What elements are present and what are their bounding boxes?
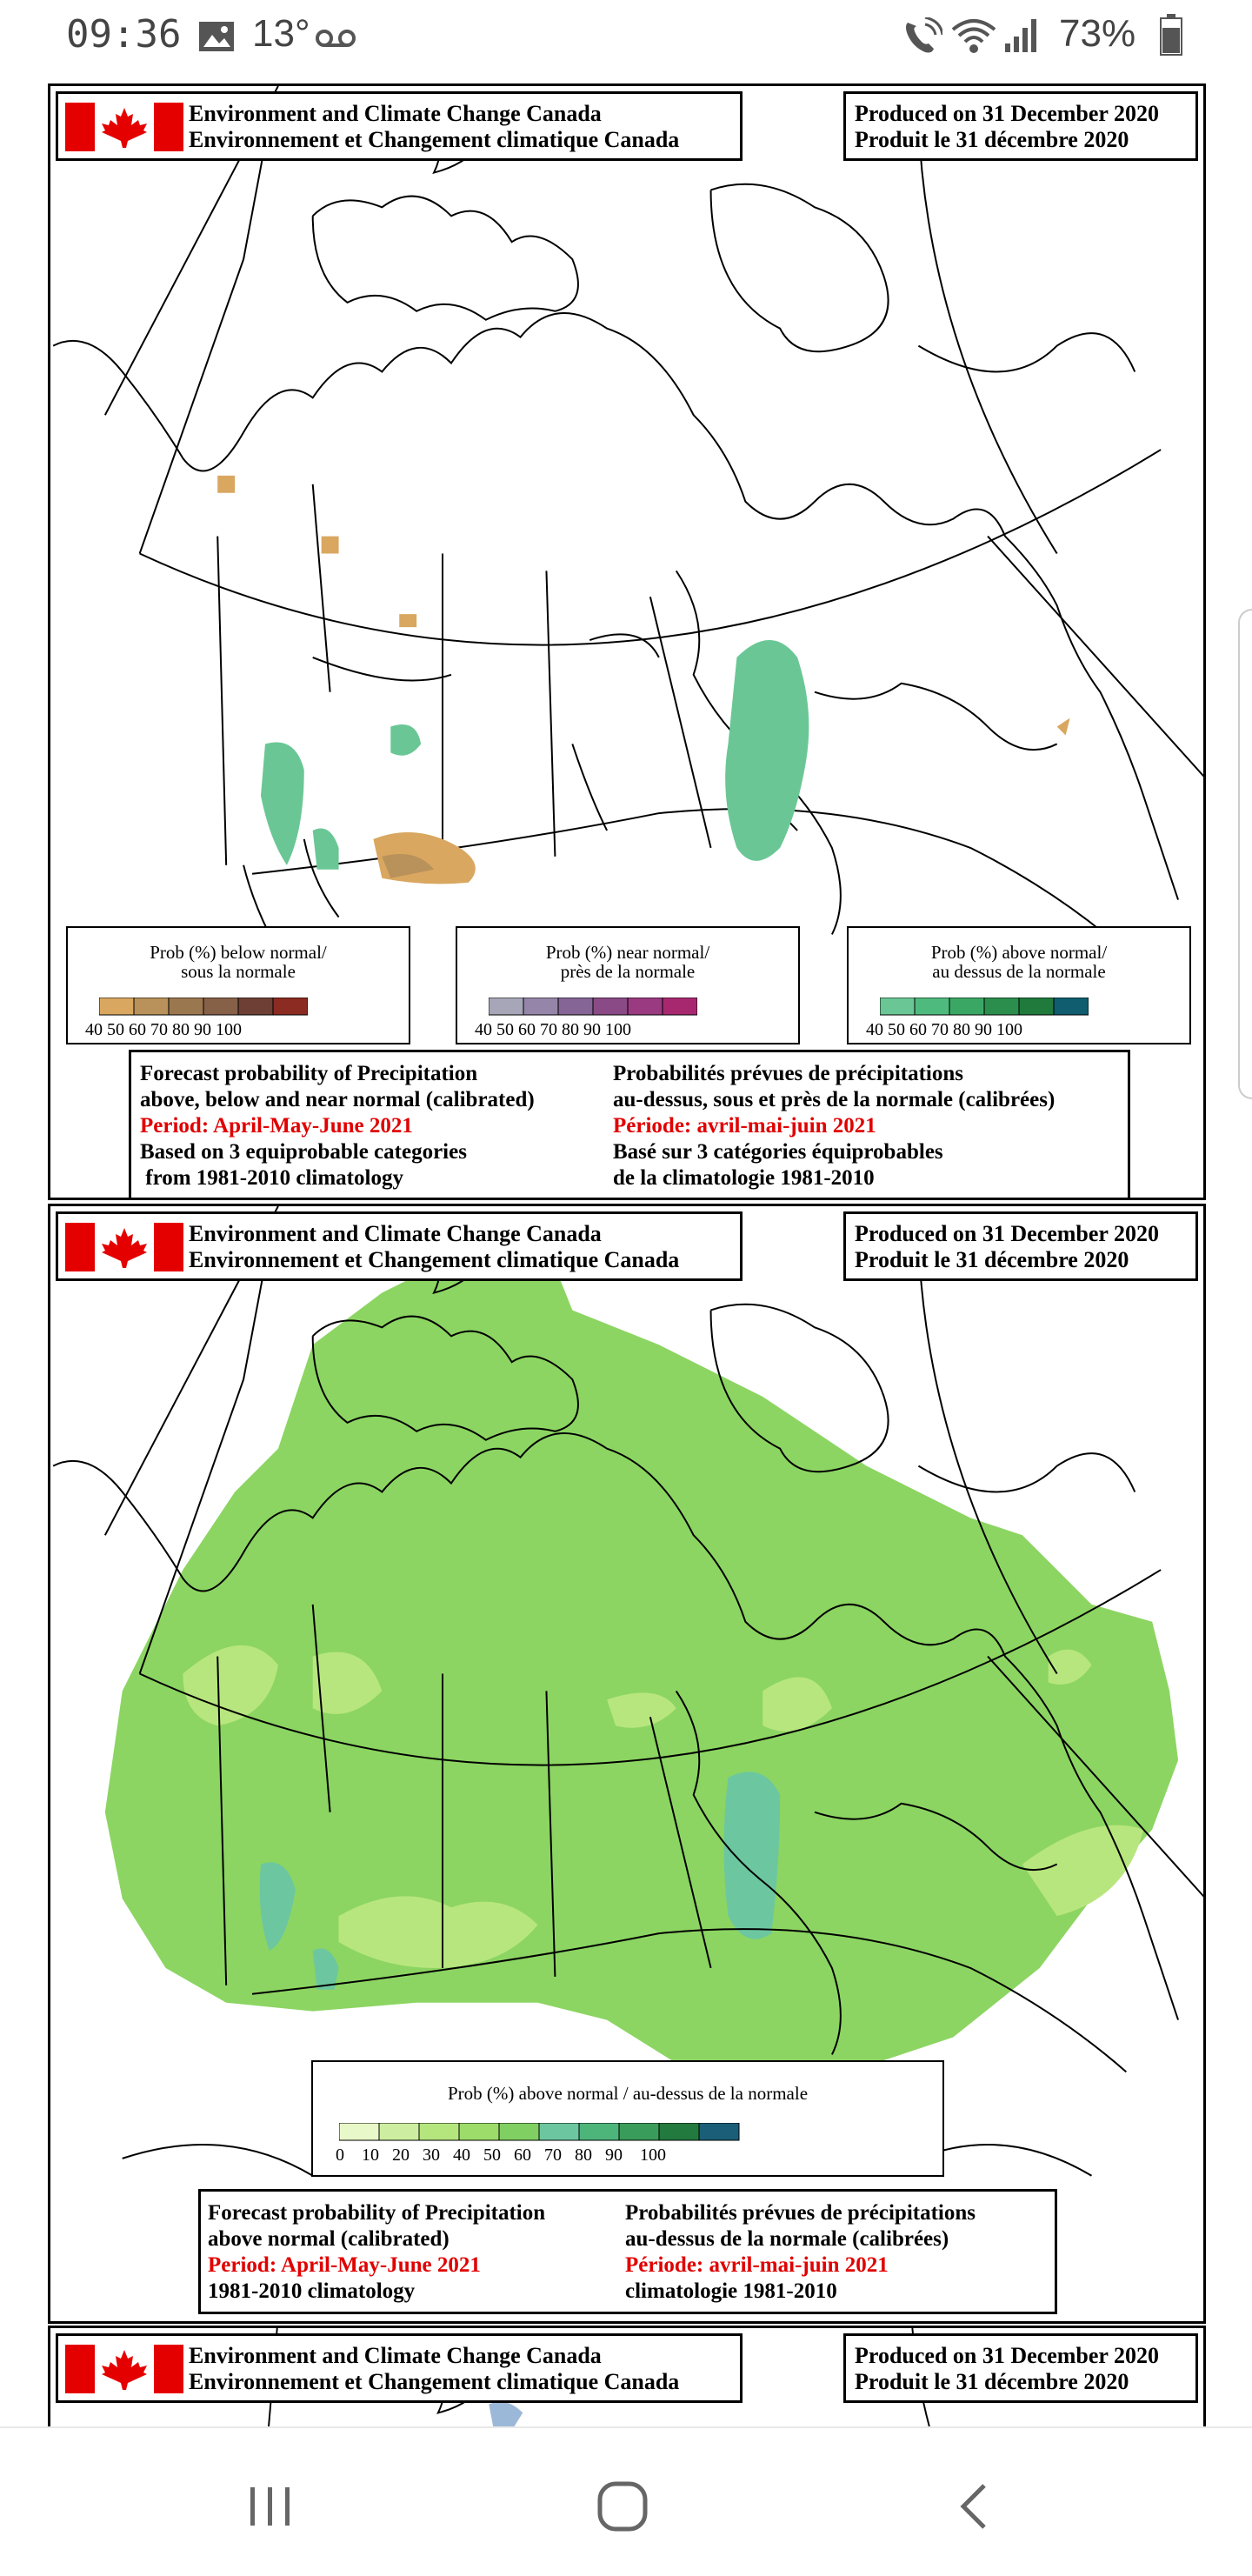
produced-date-box-3	[843, 2333, 1198, 2403]
legend-swatch	[915, 998, 949, 1015]
canada-flag-icon	[65, 103, 183, 151]
info2-en-period: Period: April-May-June 2021	[208, 2253, 481, 2277]
legend-swatch	[539, 2123, 579, 2140]
forecast-info-box-2	[198, 2189, 1057, 2314]
legend-swatch	[203, 998, 238, 1015]
edge-panel-handle[interactable]	[1238, 609, 1252, 1099]
battery-percent: 73%	[1059, 12, 1136, 55]
legend-swatch	[628, 998, 663, 1015]
status-temperature: 13°	[252, 12, 310, 55]
legend-near-ticks: 40 50 60 70 80 90 100	[475, 1020, 631, 1039]
legend-swatch	[523, 998, 558, 1015]
battery-icon	[1160, 14, 1182, 56]
legend-near-colorbar	[489, 998, 697, 1017]
info2-fr-period: Période: avril-mai-juin 2021	[625, 2253, 889, 2277]
legend-continuous-colorbar	[339, 2123, 748, 2142]
agency-name-en: Environment and Climate Change Canada	[189, 1221, 602, 1246]
status-bar	[0, 0, 1252, 75]
legend-swatch	[659, 2123, 699, 2140]
produced-date-fr: Produit le 31 décembre 2020	[855, 1247, 1129, 1272]
info2-en-line-1: Forecast probability of Precipitation	[208, 2201, 546, 2225]
agency-name-fr: Environnement et Changement climatique Canada	[189, 1247, 680, 1272]
produced-date-fr: Produit le 31 décembre 2020	[855, 2369, 1129, 2394]
produced-date-box-2	[843, 1211, 1198, 1281]
info-fr-line-5: de la climatologie 1981-2010	[613, 1166, 875, 1190]
legend-swatch	[379, 2123, 419, 2140]
legend-swatch	[499, 2123, 539, 2140]
info-en-line-2: above, below and near normal (calibrated)	[140, 1088, 535, 1111]
info2-en-line-2: above normal (calibrated)	[208, 2227, 450, 2251]
agency-header-3	[56, 2333, 743, 2403]
produced-date-box	[843, 91, 1198, 161]
map-panel-next	[48, 2326, 1206, 2426]
agency-name-fr: Environnement et Changement climatique Canada	[189, 2369, 680, 2394]
voicemail-icon	[315, 28, 356, 49]
legend-swatch	[579, 2123, 619, 2140]
legend-above-colorbar	[880, 998, 1089, 1017]
legend-swatch	[619, 2123, 659, 2140]
legend-swatch	[699, 2123, 739, 2140]
legend-below-normal	[66, 926, 410, 1044]
navigation-bar	[0, 2426, 1252, 2576]
info-fr-line-1: Probabilités prévues de précipitations	[613, 1062, 964, 1085]
legend-below-ticks: 40 50 60 70 80 90 100	[85, 1020, 242, 1039]
info-en-line-4: Based on 3 equiprobable categories	[140, 1140, 467, 1164]
legend-swatch	[273, 998, 308, 1015]
legend-above-ticks: 40 50 60 70 80 90 100	[866, 1020, 1022, 1039]
legend-near-subtitle: près de la normale	[560, 961, 696, 982]
legend-continuous-title: Prob (%) above normal / au-dessus de la normale	[447, 2083, 809, 2104]
legend-below-colorbar	[99, 998, 308, 1017]
legend-near-normal	[456, 926, 800, 1044]
canada-flag-icon	[65, 1223, 183, 1271]
legend-above-normal-continuous	[311, 2060, 944, 2177]
legend-swatch	[489, 998, 523, 1015]
produced-date-fr: Produit le 31 décembre 2020	[855, 127, 1129, 152]
legend-swatch	[663, 998, 697, 1015]
legend-swatch	[134, 998, 169, 1015]
legend-below-title: Prob (%) below normal/	[150, 942, 327, 963]
map-panel-above-normal	[48, 1204, 1206, 2324]
recent-apps-icon[interactable]	[236, 2480, 306, 2533]
legend-swatch	[1054, 998, 1089, 1015]
legend-near-title: Prob (%) near normal/	[545, 942, 710, 963]
legend-swatch	[169, 998, 203, 1015]
info-fr-period: Période: avril-mai-juin 2021	[613, 1114, 876, 1138]
agency-name-fr: Environnement et Changement climatique Canada	[189, 127, 680, 152]
info2-fr-line-1: Probabilités prévues de précipitations	[625, 2201, 976, 2225]
wifi-icon	[951, 17, 996, 56]
legend-swatch	[984, 998, 1019, 1015]
agency-header-2	[56, 1211, 743, 1281]
legend-swatch	[949, 998, 984, 1015]
canada-flag-icon	[65, 2345, 183, 2393]
agency-name-en: Environment and Climate Change Canada	[189, 2343, 602, 2368]
info-fr-line-4: Basé sur 3 catégories équiprobables	[613, 1140, 943, 1164]
forecast-info-box	[129, 1050, 1130, 1200]
legend-swatch	[558, 998, 593, 1015]
legend-swatch	[339, 2123, 379, 2140]
agency-name-en: Environment and Climate Change Canada	[189, 101, 602, 126]
legend-below-subtitle: sous la normale	[181, 961, 296, 982]
info-en-period: Period: April-May-June 2021	[140, 1114, 413, 1138]
home-icon[interactable]	[588, 2480, 657, 2533]
info-en-line-5: from 1981-2010 climatology	[140, 1166, 403, 1190]
produced-date-en: Produced on 31 December 2020	[855, 101, 1159, 126]
agency-header	[56, 91, 743, 161]
produced-date-en: Produced on 31 December 2020	[855, 1221, 1159, 1246]
legend-above-title: Prob (%) above normal/	[930, 942, 1108, 963]
legend-swatch	[459, 2123, 499, 2140]
status-time: 09:36	[66, 12, 182, 57]
legend-swatch	[99, 998, 134, 1015]
legend-swatch	[419, 2123, 459, 2140]
map-panel-categorical	[48, 83, 1206, 1200]
wifi-calling-icon	[901, 17, 942, 56]
legend-above-normal	[847, 926, 1191, 1044]
info2-fr-line-4: climatologie 1981-2010	[625, 2279, 837, 2303]
info2-fr-line-2: au-dessus de la normale (calibrées)	[625, 2227, 949, 2251]
legend-swatch	[1019, 998, 1054, 1015]
legend-swatch	[238, 998, 273, 1015]
info-en-line-1: Forecast probability of Precipitation	[140, 1062, 478, 1085]
info-fr-line-2: au-dessus, sous et près de la normale (calibrées)	[613, 1088, 1056, 1111]
legend-swatch	[593, 998, 628, 1015]
signal-icon	[1003, 16, 1042, 54]
gallery-icon	[198, 21, 235, 52]
produced-date-en: Produced on 31 December 2020	[855, 2343, 1159, 2368]
legend-continuous-ticks: 0 10 20 30 40 50 60 70 80 90 100	[336, 2146, 666, 2165]
legend-above-subtitle: au dessus de la normale	[932, 961, 1106, 982]
back-icon[interactable]	[939, 2480, 1009, 2533]
legend-swatch	[880, 998, 915, 1015]
info2-en-line-4: 1981-2010 climatology	[208, 2279, 416, 2303]
